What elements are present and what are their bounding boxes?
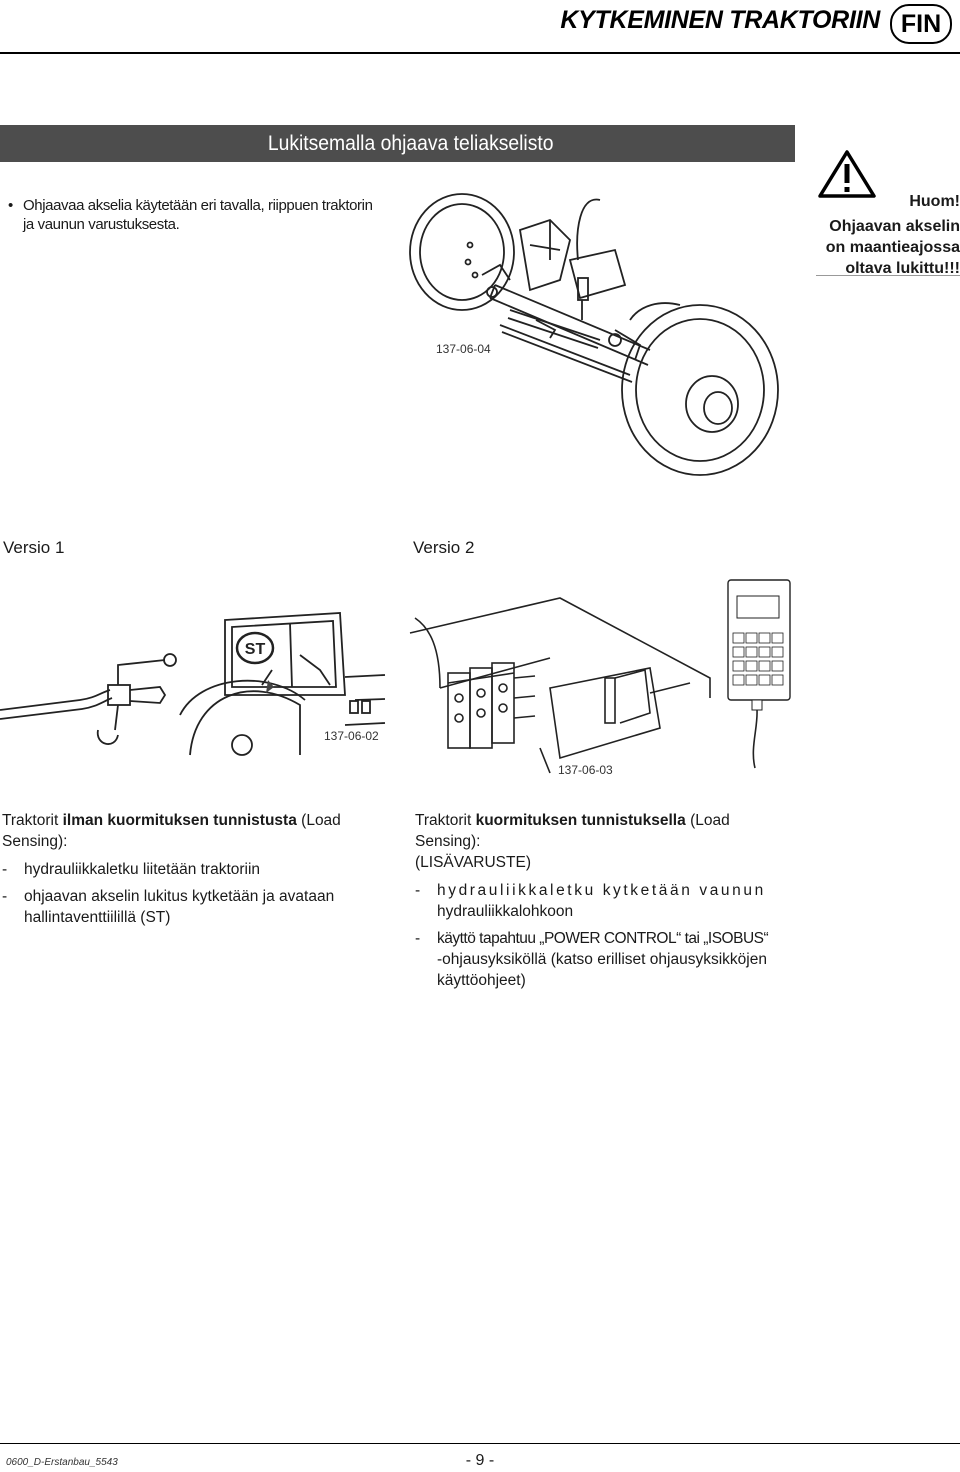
right-item-2: - käyttö tapahtuu „POWER CONTROL“ tai „ISOBUS“ -ohjausyksiköllä (katso erilliset ohjausyksikköjen käyttöohjeet) (415, 930, 769, 989)
right-item-1: - hydrauliikkaletku kytketään vaunun hydrauliikkalohkoon (415, 882, 766, 920)
tractor-illustration (0, 605, 385, 775)
intro-line-2: ja vaunun varustuksesta. (23, 216, 180, 233)
warning-line-1: Ohjaavan akselin (829, 218, 960, 235)
steering-axle-illustration (400, 190, 780, 480)
valve-block-illustration (410, 578, 790, 778)
bullet-mark: • (8, 197, 14, 214)
section-title: Lukitsemalla ohjaava teliakselisto (267, 131, 553, 155)
version-2-label: Versio 2 (413, 538, 475, 557)
valve-figure-code: 137-06-03 (558, 763, 613, 777)
version-1-label: Versio 1 (3, 538, 65, 557)
intro-bullet (8, 196, 388, 234)
page-header-title: KYTKEMINEN TRAKTORIIN (560, 6, 880, 34)
intro-text (23, 196, 373, 234)
warning-line-3: oltava lukittu!!! (845, 260, 960, 277)
tractor-figure-code: 137-06-02 (324, 729, 379, 743)
left-item-1: - hydrauliikkaletku liitetään traktoriin (2, 861, 261, 878)
warning-line-2: on maantieajossa (825, 239, 960, 256)
language-badge: FIN (890, 4, 952, 44)
footer-document-id: 0600_D-Erstanbau_5543 (6, 1457, 118, 1468)
intro-line-1: Ohjaavaa akselia käytetään eri tavalla, riippuen traktorin (23, 197, 373, 214)
warning-title: Huom! (909, 193, 960, 210)
header-divider (0, 52, 960, 54)
left-item-2: - ohjaavan akselin lukitus kytketään ja avataan hallintaventtiilillä (ST) (2, 888, 335, 926)
warning-triangle-icon (818, 150, 876, 198)
left-column (2, 810, 380, 928)
power-control-unit (728, 580, 790, 768)
page-number: - 9 - (465, 1452, 495, 1469)
right-heading: Traktorit kuormituksen tunnistuksella (Load Sensing): (LISÄVARUSTE) (415, 812, 730, 871)
axle-figure-code: 137-06-04 (436, 342, 491, 356)
warning-text (800, 216, 960, 279)
footer-divider (0, 1443, 960, 1444)
left-heading: Traktorit ilman kuormituksen tunnistusta (Load Sensing): (2, 812, 341, 850)
tractor-st-badge: ST (244, 641, 266, 658)
right-column (415, 810, 795, 991)
section-heading-bar (0, 125, 795, 162)
